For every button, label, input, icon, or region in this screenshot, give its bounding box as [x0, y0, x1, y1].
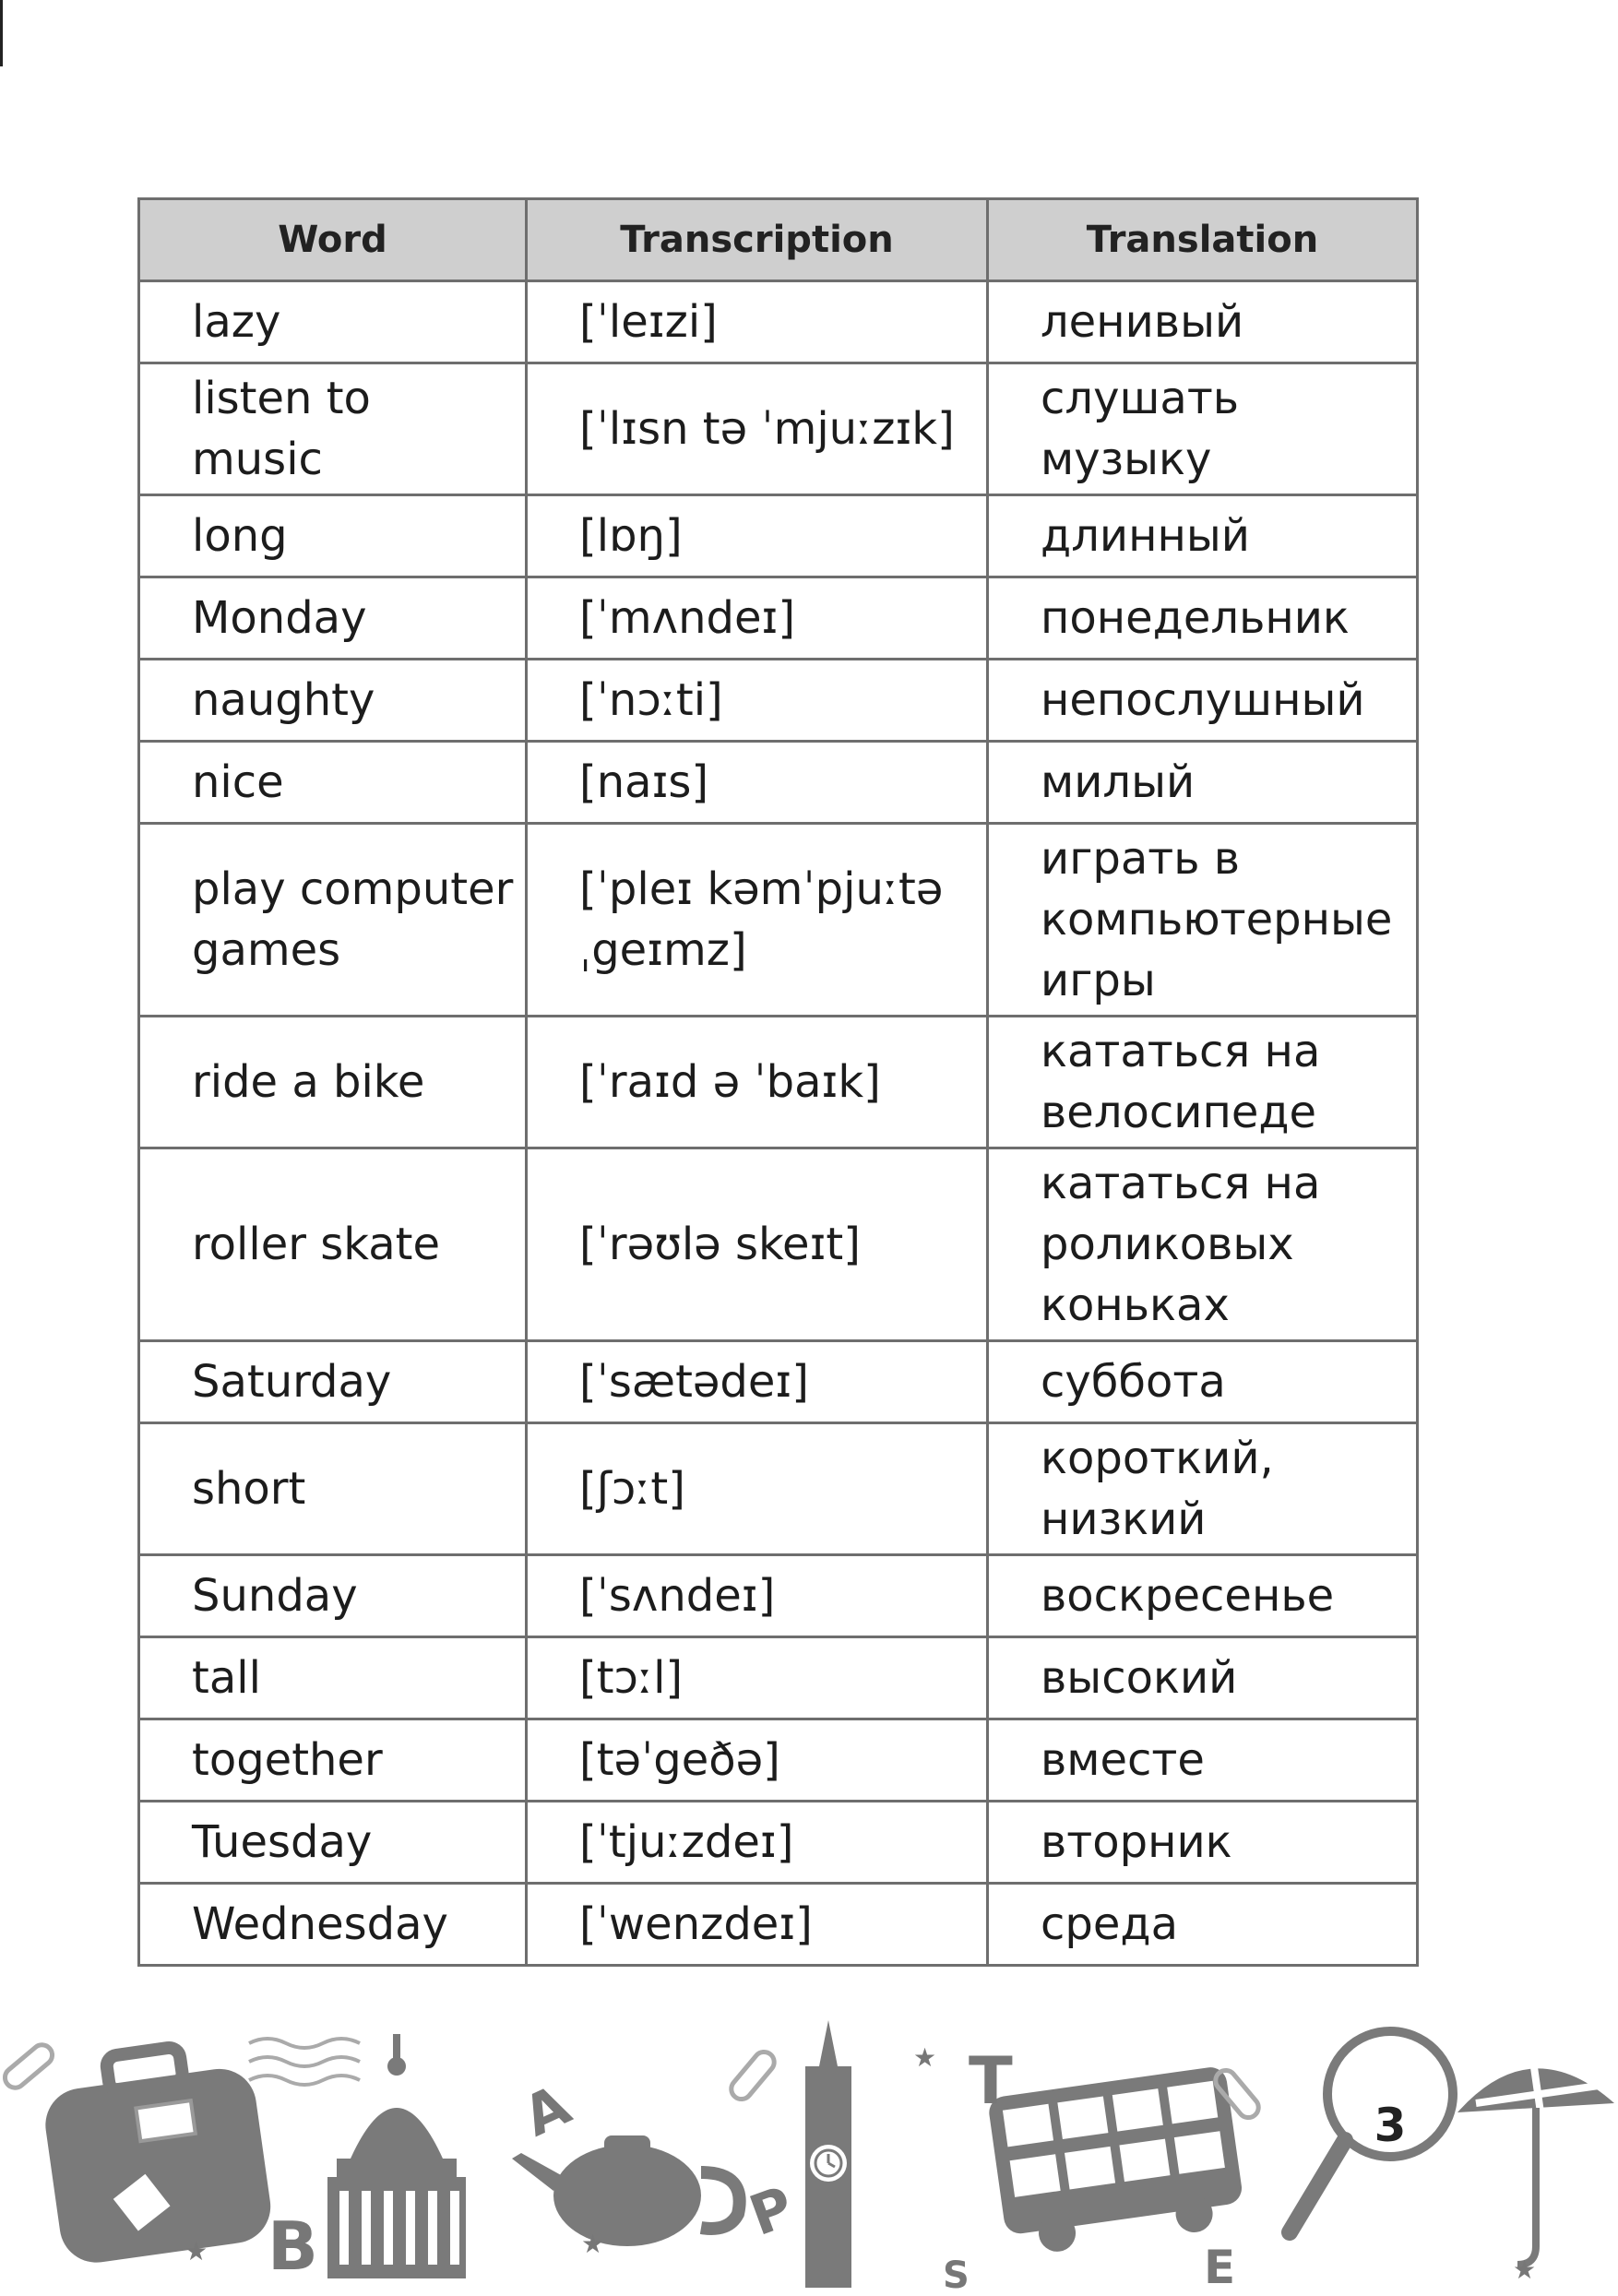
header-translation: Translation — [988, 199, 1418, 281]
transcription-cell: [ˈraɪd ə ˈbaɪk] — [527, 1017, 988, 1148]
transcription-cell: [ˈnɔːti] — [527, 660, 988, 742]
transcription-cell: [ˈpleɪ kəmˈpjuːtəˌgeɪmz] — [527, 824, 988, 1017]
stamp-icon — [249, 2039, 360, 2085]
word-cell: nice — [139, 742, 527, 824]
suitcase-icon — [37, 2037, 275, 2267]
table-row — [139, 1802, 1418, 1884]
translation-cell: воскресенье — [988, 1555, 1418, 1637]
translation-cell: кататься на велосипеде — [988, 1017, 1418, 1148]
transcription-cell: [ˈwenzdeɪ] — [527, 1884, 988, 1966]
translation-cell: кататься на роликовых коньках — [988, 1148, 1418, 1341]
svg-text:★: ★ — [1513, 2254, 1537, 2285]
table-row — [139, 1423, 1418, 1555]
word-cell: tall — [139, 1637, 527, 1719]
word-cell: Sunday — [139, 1555, 527, 1637]
transcription-cell: [ˈleɪzi] — [527, 281, 988, 363]
word-cell: Tuesday — [139, 1802, 527, 1884]
decor-letter-s: S — [943, 2254, 970, 2296]
table-row — [139, 495, 1418, 577]
svg-text:★: ★ — [184, 2236, 208, 2266]
transcription-cell: [təˈgeðə] — [527, 1719, 988, 1802]
svg-text:★: ★ — [913, 2042, 937, 2073]
transcription-cell: [ʃɔːt] — [527, 1423, 988, 1555]
crop-mark — [0, 0, 3, 66]
word-cell: lazy — [139, 281, 527, 363]
word-cell: Saturday — [139, 1341, 527, 1423]
table-row — [139, 1719, 1418, 1802]
word-cell: Monday — [139, 577, 527, 660]
double-decker-bus-icon — [987, 2065, 1247, 2258]
table-row — [139, 577, 1418, 660]
translation-cell: понедельник — [988, 577, 1418, 660]
table-row — [139, 1017, 1418, 1148]
word-cell: listen to music — [139, 363, 527, 495]
header-transcription: Transcription — [527, 199, 988, 281]
table-row — [139, 824, 1418, 1017]
translation-cell: высокий — [988, 1637, 1418, 1719]
translation-cell: милый — [988, 742, 1418, 824]
translation-cell: суббота — [988, 1341, 1418, 1423]
translation-cell: непослушный — [988, 660, 1418, 742]
cathedral-icon — [327, 2034, 466, 2278]
header-word: Word — [139, 199, 527, 281]
table-row — [139, 1555, 1418, 1637]
translation-cell: среда — [988, 1884, 1418, 1966]
transcription-cell: [ˈsʌndeɪ] — [527, 1555, 988, 1637]
translation-cell: вместе — [988, 1719, 1418, 1802]
word-cell: together — [139, 1719, 527, 1802]
svg-text:★: ★ — [581, 2229, 605, 2259]
transcription-cell: [lɒŋ] — [527, 495, 988, 577]
decor-letter-t: T — [969, 2043, 1013, 2119]
teapot-icon — [512, 2135, 740, 2246]
table-row — [139, 1637, 1418, 1719]
word-cell: Wednesday — [139, 1884, 527, 1966]
transcription-cell: [ˈsætədeɪ] — [527, 1341, 988, 1423]
table-row — [139, 1341, 1418, 1423]
transcription-cell: [naɪs] — [527, 742, 988, 824]
table-header-row — [139, 199, 1418, 281]
table-row — [139, 660, 1418, 742]
translation-cell: вторник — [988, 1802, 1418, 1884]
word-cell: roller skate — [139, 1148, 527, 1341]
translation-cell: слушать музыку — [988, 363, 1418, 495]
transcription-cell: [ˈlɪsn tə ˈmjuːzɪk] — [527, 363, 988, 495]
transcription-cell: [ˈmʌndeɪ] — [527, 577, 988, 660]
table-row — [139, 363, 1418, 495]
word-cell: long — [139, 495, 527, 577]
page-number: 3 — [1374, 2099, 1407, 2152]
translation-cell: короткий, низкий — [988, 1423, 1418, 1555]
translation-cell: ленивый — [988, 281, 1418, 363]
transcription-cell: [ˈrəʊlə skeɪt] — [527, 1148, 988, 1341]
word-cell: short — [139, 1423, 527, 1555]
table-row — [139, 1884, 1418, 1966]
decor-letter-p: P — [741, 2174, 803, 2250]
big-ben-icon — [805, 2020, 851, 2288]
vocabulary-table — [137, 197, 1419, 1967]
decor-letter-a: A — [514, 2073, 580, 2150]
table-row — [139, 742, 1418, 824]
word-cell: ride a bike — [139, 1017, 527, 1148]
translation-cell: играть в компьютерные игры — [988, 824, 1418, 1017]
table-row — [139, 1148, 1418, 1341]
umbrella-flag-icon — [1457, 2048, 1614, 2265]
decor-letter-b: B — [268, 2207, 318, 2285]
decor-letter-e: E — [1204, 2241, 1236, 2294]
word-cell: play computer games — [139, 824, 527, 1017]
translation-cell: длинный — [988, 495, 1418, 577]
word-cell: naughty — [139, 660, 527, 742]
table-row — [139, 281, 1418, 363]
transcription-cell: [tɔːl] — [527, 1637, 988, 1719]
transcription-cell: [ˈtjuːzdeɪ] — [527, 1802, 988, 1884]
